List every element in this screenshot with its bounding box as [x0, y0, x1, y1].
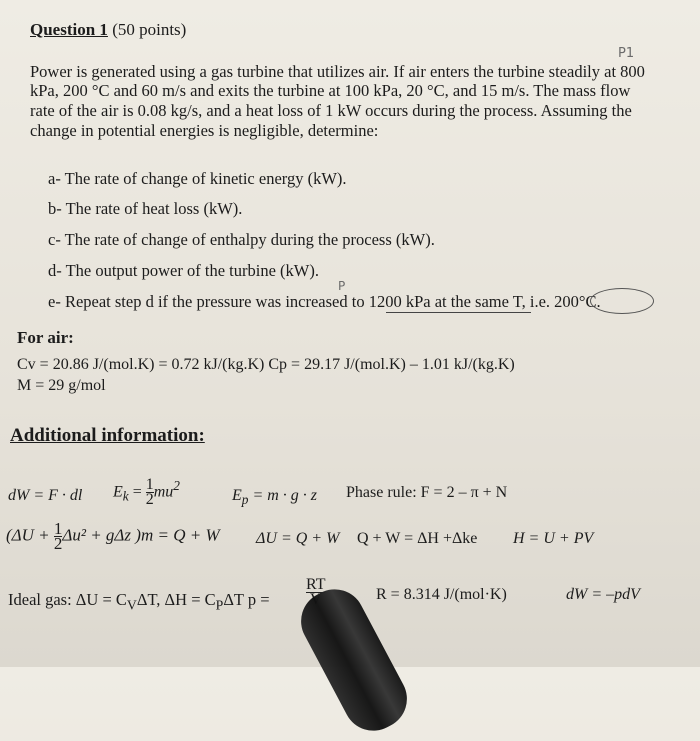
handwritten-p1-annotation: P1: [618, 46, 635, 61]
work-equation: dW = F · dl: [8, 487, 83, 504]
boundary-work-equation: dW = –pdV: [566, 586, 640, 603]
enthalpy-definition: H = U + PV: [513, 530, 594, 547]
problem-line-2: kPa, 200 °C and 60 m/s and exits the turbine at 100 kPa, 20 °C, and 15 m/s. The mass flow: [30, 81, 631, 100]
air-properties-line: Cv = 20.86 J/(mol.K) = 0.72 kJ/(kg.K) Cp = 29.17 J/(mol.K) – 1.01 kJ/(kg.K): [17, 356, 515, 373]
first-law-equation: ΔU = Q + W: [256, 530, 340, 547]
potential-energy-equation: $E_p = m \cdot g \cdot z$: [232, 487, 318, 508]
temperature-circle: [590, 288, 654, 314]
phase-rule: Phase rule: F = 2 – π + N: [346, 484, 508, 501]
handwritten-p-annotation: P: [338, 279, 346, 293]
problem-line-1: Power is generated using a gas turbine that utilizes air. If air enters the turbine steadily at 800: [30, 62, 645, 81]
gas-constant: R = 8.314 J/(mol·K): [376, 586, 507, 603]
item-c: c- The rate of change of enthalpy during the process (kW).: [48, 230, 435, 249]
problem-line-4: change in potential energies is negligible, determine:: [30, 121, 379, 140]
question-label: Question 1: [30, 20, 108, 39]
additional-info-heading: Additional information:: [10, 425, 205, 446]
pressure-underline: [386, 312, 531, 313]
molar-mass-line: M = 29 g/mol: [17, 377, 106, 394]
item-d: d- The output power of the turbine (kW).: [48, 261, 319, 280]
ideal-gas-relations: Ideal gas: $\Delta U = C_V\Delta T$, $\Delta H = C_P\Delta T$ p =: [8, 590, 270, 613]
air-heading: For air:: [17, 328, 74, 347]
item-e: e- Repeat step d if the pressure was increased to 1200 kPa at the same T, i.e. 200°C.: [48, 292, 601, 311]
problem-line-3: rate of the air is 0.08 kg/s, and a heat loss of 1 kW occurs during the process. Assuming the: [30, 101, 632, 120]
enthalpy-balance-equation: Q + W = ΔH +Δke: [357, 530, 478, 547]
ideal-gas-fraction: RT: [306, 576, 326, 593]
kinetic-energy-equation: $E_k$ = $\frac{1}{2}$ $mu^2$: [113, 476, 180, 509]
energy-balance-equation: (ΔU + $\frac{1}{2}$ Δu² + gΔz )m = Q + W: [6, 519, 220, 553]
question-title: [30, 20, 186, 40]
item-b: b- The rate of heat loss (kW).: [48, 199, 243, 218]
question-points: (50 points): [107, 20, 187, 39]
item-a: a- The rate of change of kinetic energy (kW).: [48, 169, 347, 188]
